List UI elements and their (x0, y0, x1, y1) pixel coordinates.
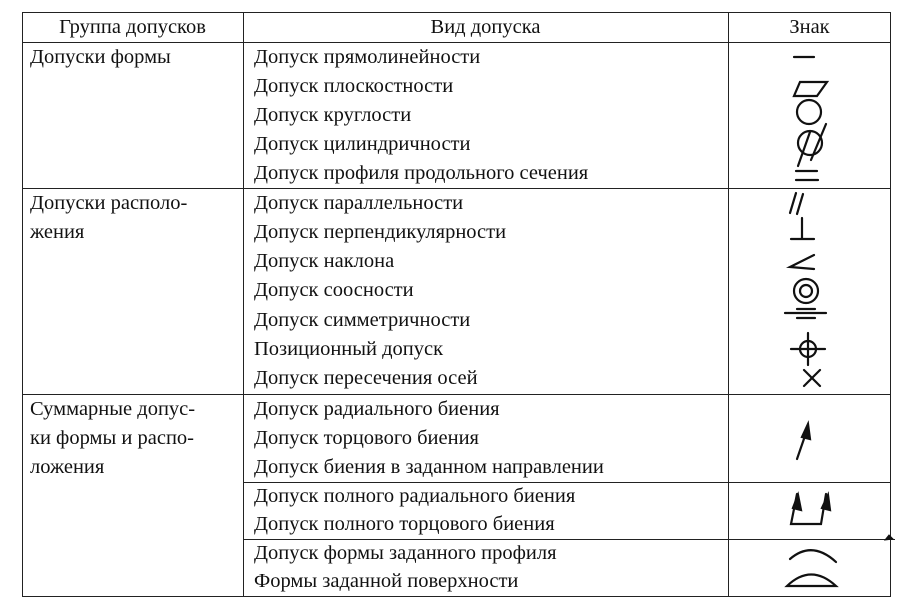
runout-icon (797, 424, 810, 459)
tolerance-type: Допуск полного радиального биения (254, 485, 576, 507)
tolerance-type: Допуск круглости (254, 104, 412, 126)
tolerance-type: Допуск наклона (254, 250, 395, 272)
parallelism-icon (790, 193, 803, 214)
group-label: Допуски располо- (30, 192, 188, 214)
group-label: жения (30, 221, 85, 243)
coaxiality-icon (794, 279, 818, 303)
tolerance-type: Допуск торцового биения (254, 427, 479, 449)
group-label: ложения (30, 456, 105, 478)
group-label: Допуски формы (30, 46, 171, 68)
flatness-icon (794, 82, 827, 96)
perpendicularity-icon (791, 218, 814, 239)
tolerance-type: Допуск прямолинейности (254, 46, 481, 68)
group-label: ки формы и распо- (30, 427, 194, 449)
total-runout-icon (791, 494, 830, 524)
tolerance-type: Допуск радиального биения (254, 398, 500, 420)
header-sign: Знак (789, 16, 830, 38)
tolerance-type: Допуск пересечения осей (254, 367, 478, 389)
angularity-icon (790, 255, 814, 269)
position-icon (791, 333, 825, 365)
tolerance-type: Допуск цилиндричности (254, 133, 471, 155)
tolerance-type: Допуск соосности (254, 279, 414, 301)
longitudinal-profile-icon (796, 171, 818, 180)
symmetry-icon (785, 309, 826, 318)
border-tick-mark (885, 535, 893, 540)
tolerance-type: Позиционный допуск (254, 338, 444, 360)
header-type: Вид допуска (430, 16, 541, 38)
tolerance-type: Допуск перпендикулярности (254, 221, 507, 243)
tolerance-type: Допуск профиля продольного сечения (254, 162, 589, 184)
tolerance-type: Формы заданной поверхности (254, 570, 519, 592)
tolerance-type: Допуск биения в заданном направлении (254, 456, 604, 478)
axis-intersection-icon (804, 370, 820, 386)
tolerance-type: Допуск полного торцового биения (254, 513, 555, 535)
group-label: Суммарные допус- (30, 398, 196, 420)
tolerance-type: Допуск параллельности (254, 192, 464, 214)
header-group: Группа допусков (59, 16, 206, 38)
tolerance-type: Допуск симметричности (254, 309, 471, 331)
tolerance-type: Допуск плоскостности (254, 75, 454, 97)
cylindricity-icon (798, 124, 826, 166)
roundness-icon (797, 100, 821, 124)
profile-line-surface-icon (787, 550, 836, 586)
tolerance-type: Допуск формы заданного профиля (254, 542, 557, 564)
